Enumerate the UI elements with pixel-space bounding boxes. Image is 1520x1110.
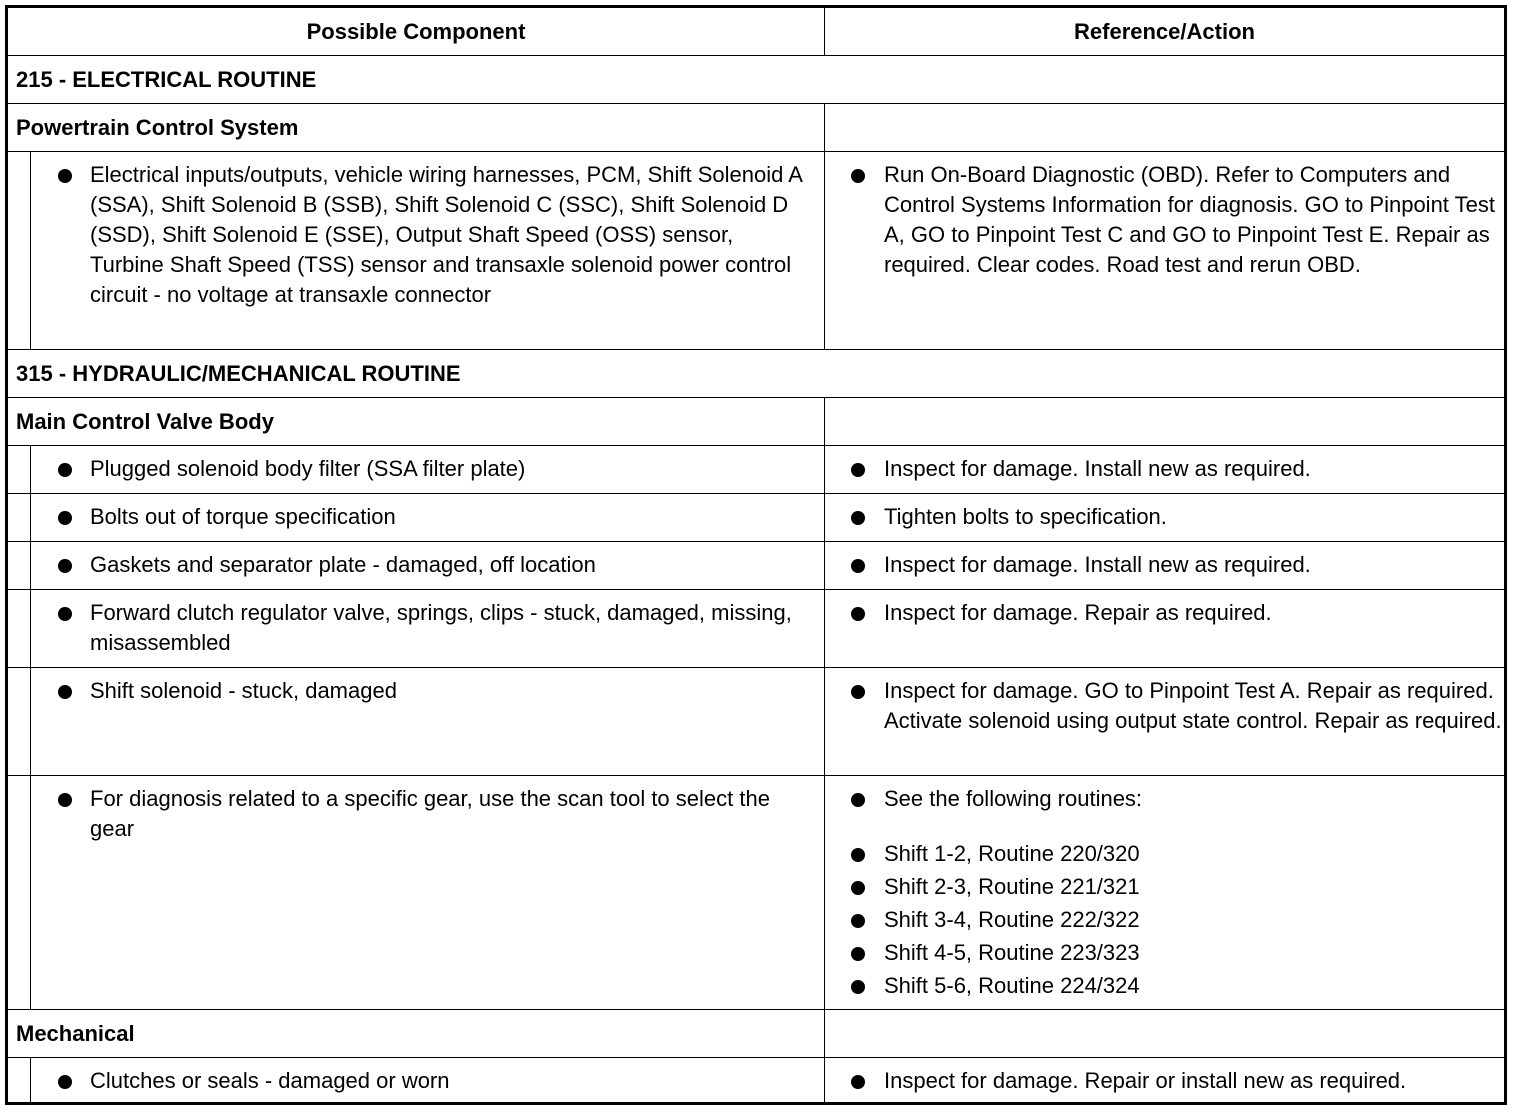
table-row: [8, 151, 1504, 349]
group-row: [8, 397, 1504, 445]
bullet-icon: [58, 1075, 72, 1089]
component-cell: Gaskets and separator plate - damaged, off location: [90, 552, 596, 577]
column-divider: [824, 152, 825, 349]
routine-item: Shift 1-2, Routine 220/320: [884, 841, 1140, 866]
table-row: [8, 667, 1504, 775]
bullet-icon: [851, 559, 865, 573]
routine-item: Shift 5-6, Routine 224/324: [884, 973, 1140, 998]
indent-divider: [30, 776, 31, 1009]
action-cell: Run On-Board Diagnostic (OBD). Refer to Computers and Control Systems Information for diagnosis. GO to Pinpoint Test A, GO to Pinpoint Test C and GO to Pinpoint Test E. Repair as required. Clear codes. Road test and rerun OBD.: [884, 162, 1495, 277]
action-cell: Inspect for damage. Repair or install new as required.: [884, 1068, 1407, 1093]
indent-divider: [30, 494, 31, 541]
bullet-icon: [851, 914, 865, 928]
column-divider: [824, 398, 825, 445]
bullet-icon: [58, 559, 72, 573]
component-cell: Forward clutch regulator valve, springs, clips - stuck, damaged, missing, misassembled: [90, 600, 792, 655]
bullet-icon: [851, 607, 865, 621]
bullet-icon: [851, 848, 865, 862]
component-cell: Shift solenoid - stuck, damaged: [90, 678, 397, 703]
bullet-icon: [851, 980, 865, 994]
bullet-icon: [58, 169, 72, 183]
indent-divider: [30, 590, 31, 667]
bullet-icon: [851, 685, 865, 699]
indent-divider: [30, 668, 31, 775]
column-divider: [824, 104, 825, 151]
indent-divider: [30, 446, 31, 493]
indent-divider: [30, 1058, 31, 1102]
bullet-icon: [851, 947, 865, 961]
group-title: Powertrain Control System: [16, 114, 299, 140]
group-row: [8, 103, 1504, 151]
bullet-icon: [58, 607, 72, 621]
indent-divider: [30, 152, 31, 349]
diagnosis-table: [5, 5, 1507, 1105]
column-divider: [824, 494, 825, 541]
action-cell: Inspect for damage. Install new as required.: [884, 456, 1311, 481]
column-divider: [824, 446, 825, 493]
component-cell: Clutches or seals - damaged or worn: [90, 1068, 450, 1093]
bullet-icon: [58, 793, 72, 807]
column-divider: [824, 668, 825, 775]
column-divider: [824, 1058, 825, 1102]
action-cell: See the following routines:: [884, 786, 1143, 811]
column-divider: [824, 542, 825, 589]
indent-divider: [30, 542, 31, 589]
bullet-icon: [851, 511, 865, 525]
component-cell: Electrical inputs/outputs, vehicle wiring harnesses, PCM, Shift Solenoid A (SSA), Shift Solenoid B (SSB), Shift Solenoid C (SSC), Shift Solenoid D (SSD), Shift Solenoid E (SSE), Output Shaft Speed (OSS) sensor, Turbine Shaft Speed (TSS) sensor and transaxle solenoid power control circuit - no voltage at transaxle connector: [90, 162, 802, 307]
component-cell: Bolts out of torque specification: [90, 504, 396, 529]
table-row: [8, 1057, 1504, 1102]
table-row: [8, 589, 1504, 667]
column-divider: [824, 776, 825, 1009]
table-row: [8, 445, 1504, 493]
routine-item: Shift 2-3, Routine 221/321: [884, 874, 1140, 899]
bullet-icon: [851, 169, 865, 183]
bullet-icon: [851, 1075, 865, 1089]
group-title: Mechanical: [16, 1020, 135, 1046]
bullet-icon: [851, 881, 865, 895]
group-row: [8, 1009, 1504, 1057]
action-cell: Inspect for damage. Repair as required.: [884, 600, 1272, 625]
section-row: [8, 55, 1504, 103]
action-cell: Tighten bolts to specification.: [884, 504, 1167, 529]
table-row: [8, 775, 1504, 1009]
action-cell: Inspect for damage. Install new as required.: [884, 552, 1311, 577]
action-cell: Inspect for damage. GO to Pinpoint Test A. Repair as required. Activate solenoid using output state control. Repair as required.: [884, 678, 1502, 733]
section-row: [8, 349, 1504, 397]
section-title: 215 - ELECTRICAL ROUTINE: [16, 66, 317, 92]
routine-item: Shift 3-4, Routine 222/322: [884, 907, 1140, 932]
bullet-icon: [58, 685, 72, 699]
column-header-reference: Reference/Action: [1074, 18, 1255, 44]
table-header-row: [8, 8, 1504, 55]
bullet-icon: [851, 793, 865, 807]
section-title: 315 - HYDRAULIC/MECHANICAL ROUTINE: [16, 360, 461, 386]
column-header-component: Possible Component: [306, 18, 526, 44]
table-row: [8, 493, 1504, 541]
component-cell: For diagnosis related to a specific gear, use the scan tool to select the gear: [90, 786, 770, 841]
group-title: Main Control Valve Body: [16, 408, 274, 434]
column-divider: [824, 1010, 825, 1057]
component-cell: Plugged solenoid body filter (SSA filter plate): [90, 456, 526, 481]
routine-item: Shift 4-5, Routine 223/323: [884, 940, 1140, 965]
column-divider: [824, 590, 825, 667]
bullet-icon: [851, 463, 865, 477]
bullet-icon: [58, 511, 72, 525]
table-row: [8, 541, 1504, 589]
bullet-icon: [58, 463, 72, 477]
